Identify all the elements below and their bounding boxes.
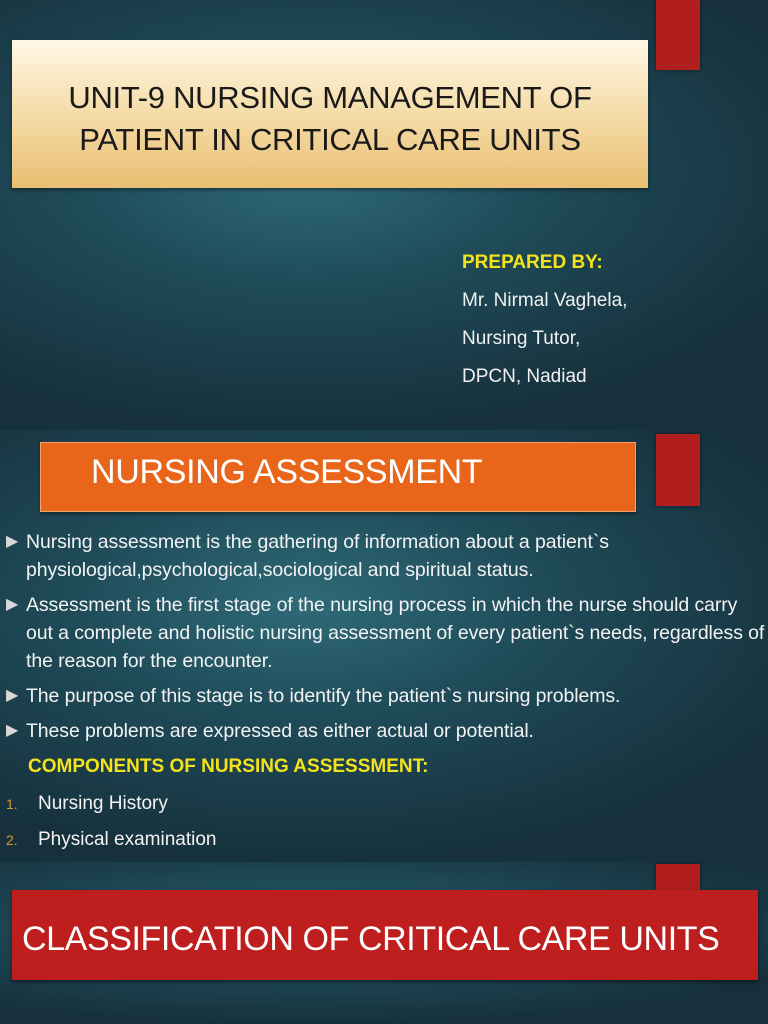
list-item: ▶ These problems are expressed as either actual or potential. — [6, 717, 766, 745]
list-item: ▶ The purpose of this stage is to identify the patient`s nursing problems. — [6, 682, 766, 710]
slide-classification — [0, 862, 768, 1024]
red-tab — [656, 434, 700, 506]
components-list — [6, 786, 216, 858]
prepared-by-label: PREPARED BY: — [462, 252, 603, 273]
title-line-1: UNIT-9 NURSING MANAGEMENT OF — [68, 80, 592, 115]
section-heading: NURSING ASSESSMENT — [91, 453, 483, 491]
author-name: Mr. Nirmal Vaghela, — [462, 290, 628, 311]
title-line-2: PATIENT IN CRITICAL CARE UNITS — [79, 122, 581, 157]
author-institution: DPCN, Nadiad — [462, 366, 587, 387]
components-heading: COMPONENTS OF NURSING ASSESSMENT: — [28, 756, 429, 777]
section-heading-box — [40, 442, 636, 512]
red-tab — [656, 0, 700, 70]
list-item: 1. Nursing History — [6, 793, 168, 814]
page-title — [68, 67, 591, 161]
list-item: 2. Physical examination — [6, 829, 217, 850]
triangle-right-icon: ▶ — [6, 722, 19, 739]
triangle-right-icon: ▶ — [6, 596, 19, 613]
title-box — [12, 40, 648, 188]
bullet-list — [6, 528, 766, 752]
list-item: ▶ Assessment is the first stage of the nursing process in which the nurse should carry out a complete and holistic nursing assessment of every patient`s needs, regardless of the reason for the encounter. — [6, 591, 766, 675]
list-item: ▶ Nursing assessment is the gathering of information about a patient`s physiological,psychological,sociological and spiritual status. — [6, 528, 766, 584]
prepared-by — [462, 244, 627, 396]
section-heading: CLASSIFICATION OF CRITICAL CARE UNITS — [22, 920, 720, 958]
slide-title — [0, 0, 768, 430]
section-heading-box — [12, 890, 758, 980]
triangle-right-icon: ▶ — [6, 687, 19, 704]
slide-nursing-assessment — [0, 430, 768, 862]
author-title: Nursing Tutor, — [462, 328, 581, 349]
triangle-right-icon: ▶ — [6, 533, 19, 550]
